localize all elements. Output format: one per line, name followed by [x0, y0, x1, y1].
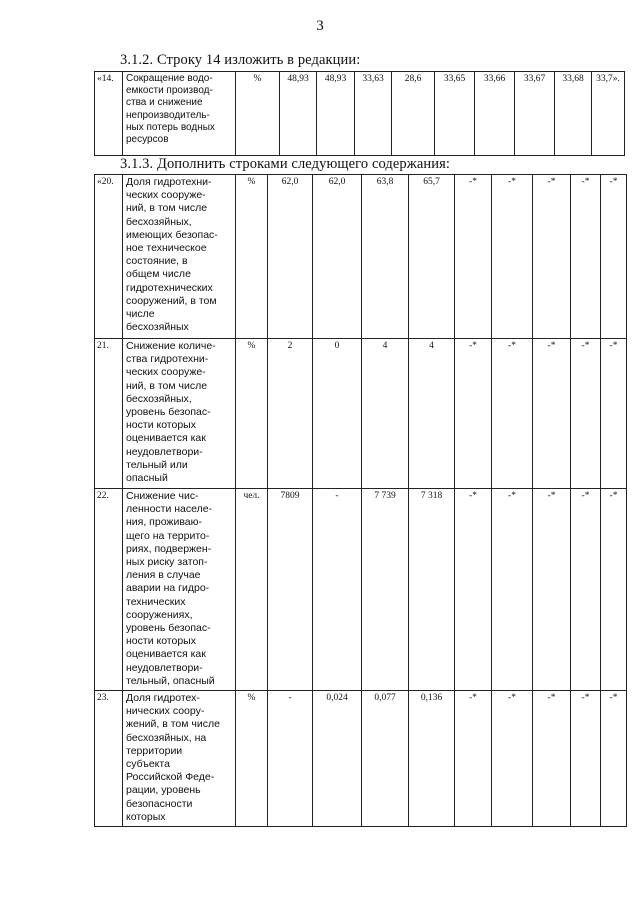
indicator-name: Доля гидротехни- ческих сооруже- ний, в том числе бесхозяйных, имеющих безопас- ное техническое состояние, в общем числе гидротехнических сооружений, в том числе бесхозяйных — [123, 175, 236, 339]
value-cell: 7 739 — [362, 489, 409, 691]
value-cell: 62,0 — [313, 175, 362, 339]
value-cell: -* — [455, 339, 492, 489]
indicator-name: Доля гидротех- нических соору- жений, в том числе бесхозяйных, на территории субъекта Российской Феде- рации, уровень безопасности которых — [123, 691, 236, 827]
section-heading-new-rows: 3.1.3. Дополнить строками следующего содержания: — [120, 156, 451, 172]
value-cell: 33,63 — [355, 72, 392, 156]
value-cell: -* — [533, 339, 571, 489]
value-cell: -* — [571, 175, 601, 339]
value-cell: - — [268, 691, 313, 827]
value-cell: -* — [455, 175, 492, 339]
value-cell: 4 — [362, 339, 409, 489]
row-number: 21. — [95, 339, 123, 489]
row-number: «14. — [95, 72, 123, 156]
value-cell: -* — [533, 691, 571, 827]
value-cell: -* — [601, 489, 627, 691]
value-cell: 28,6 — [392, 72, 435, 156]
value-cell: 0,024 — [313, 691, 362, 827]
table-row — [95, 339, 627, 489]
unit-cell: % — [236, 175, 268, 339]
value-cell: 0,136 — [409, 691, 455, 827]
unit-cell: % — [236, 72, 280, 156]
value-cell: -* — [492, 489, 533, 691]
value-cell: -* — [455, 489, 492, 691]
value-cell: 63,8 — [362, 175, 409, 339]
value-cell: 7 318 — [409, 489, 455, 691]
value-cell: 62,0 — [268, 175, 313, 339]
value-cell: 33,68 — [555, 72, 592, 156]
value-cell: -* — [601, 339, 627, 489]
indicator-name: Сокращение водо- емкости производ- ства и снижение непроизводитель- ных потерь водных ресурсов — [123, 72, 236, 156]
value-cell: -* — [571, 339, 601, 489]
table-row — [95, 691, 627, 827]
table-row — [95, 175, 627, 339]
table-row — [95, 72, 625, 156]
row-number: 22. — [95, 489, 123, 691]
value-cell: 2 — [268, 339, 313, 489]
value-cell: -* — [601, 691, 627, 827]
value-cell: 48,93 — [317, 72, 355, 156]
value-cell: -* — [492, 691, 533, 827]
value-cell: -* — [492, 175, 533, 339]
value-cell: 48,93 — [280, 72, 317, 156]
unit-cell: % — [236, 339, 268, 489]
table-new-rows — [94, 174, 627, 827]
table-row-14 — [94, 71, 625, 156]
unit-cell: % — [236, 691, 268, 827]
value-cell: 0 — [313, 339, 362, 489]
page-number: 3 — [316, 18, 324, 34]
value-cell: -* — [601, 175, 627, 339]
value-cell: 33,67 — [515, 72, 555, 156]
value-cell: -* — [571, 691, 601, 827]
section-heading-row-14: 3.1.2. Строку 14 изложить в редакции: — [120, 52, 361, 68]
value-cell: -* — [533, 489, 571, 691]
value-cell: 7809 — [268, 489, 313, 691]
value-cell: 33,65 — [435, 72, 475, 156]
value-cell: - — [313, 489, 362, 691]
indicator-name: Снижение количе- ства гидротехни- ческих сооруже- ний, в том числе бесхозяйных, уровень безопас- ности которых оценивается как неудовлетвори- тельный или опасный — [123, 339, 236, 489]
row-number: 23. — [95, 691, 123, 827]
unit-cell: чел. — [236, 489, 268, 691]
row-number: «20. — [95, 175, 123, 339]
value-cell: 33,66 — [475, 72, 515, 156]
value-cell: -* — [571, 489, 601, 691]
table-row — [95, 489, 627, 691]
value-cell: -* — [533, 175, 571, 339]
value-cell: 4 — [409, 339, 455, 489]
value-cell: 33,7». — [592, 72, 625, 156]
indicator-name: Снижение чис- ленности населе- ния, проживаю- щего на террито- риях, подвержен- ных риску затоп- ления в случае аварии на гидро- технических сооружениях, уровень безопас- ности которых оценивается как неудовлетвори- тельный, опасный — [123, 489, 236, 691]
value-cell: -* — [455, 691, 492, 827]
value-cell: -* — [492, 339, 533, 489]
value-cell: 65,7 — [409, 175, 455, 339]
value-cell: 0,077 — [362, 691, 409, 827]
